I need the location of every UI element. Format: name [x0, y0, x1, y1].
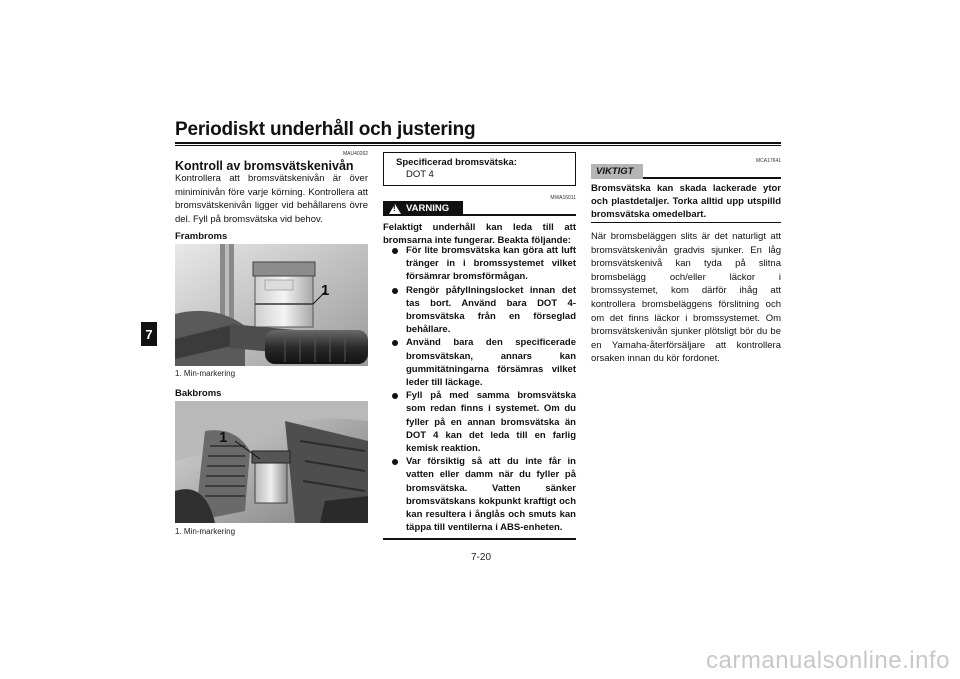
- notice-rule: [643, 177, 781, 179]
- warning-bottom-rule: [383, 538, 576, 540]
- front-brake-photo: [175, 244, 368, 366]
- watermark: carmanualsonline.info: [706, 647, 950, 674]
- front-brake-illustration: [175, 244, 368, 366]
- notice-code: MCA17641: [755, 158, 781, 164]
- intro-paragraph: Kontrollera att bromsvätskenivån är över miniminivån före varje körning. Kontrollera att bromsvätskenivån ligger vid behållarens övre del. Fyll på bromsvätska vid behov.: [175, 173, 368, 225]
- notice-text: Bromsvätska kan skada lackerade ytor och plastdetaljer. Torka alltid upp utspilld bromsvätska omedelbart.: [591, 183, 781, 221]
- warning-item: Var försiktig så att du inte får in vatten eller damm när du fyller på bromsvätska. Vatten sänker bromsvätskans kokpunkt kraftigt och kan resultera i ånglås och smuts kan täppa till ventilerna i ABS-enheten.: [383, 455, 576, 534]
- bullet-icon: [392, 340, 398, 346]
- page-number: 7-20: [470, 552, 491, 563]
- warning-item: Använd bara den specificerade bromsvätskan, annars kan gummitätningarna försämras vilket leder till läckage.: [383, 336, 576, 389]
- bullet-icon: [392, 248, 398, 254]
- header-rule-thin: [175, 145, 781, 146]
- spec-box: [383, 152, 576, 186]
- warning-intro: Felaktigt underhåll kan leda till att bromsarna inte fungerar. Beakta följande:: [383, 222, 576, 247]
- rear-callout-number: 1: [219, 429, 228, 446]
- header-rule: [175, 142, 781, 144]
- warning-rule: [463, 214, 576, 216]
- spec-value: DOT 4: [406, 169, 434, 180]
- right-body-paragraph: När bromsbeläggen slits är det naturligt att bromsvätskenivån gradvis sjunker. En låg bromsvätskenivå kan tyda på slitna bromsbelägg och/eller läckor i bromssystemet, kom därför ihåg att kontrollera bromsbeläggens förslitning och om det finns läckor i bromssystemet. Om bromsvätskenivån sjunker plötsligt bör du be en Yamaha-återförsäljare att kontrollera orsaken innan du kör fordonet.: [591, 231, 781, 365]
- page-header-title: Periodiskt underhåll och justering: [175, 119, 476, 140]
- warning-item: Rengör påfyllningslocket innan det tas bort. Använd bara DOT 4-bromsvätska från en förseglad behållare.: [383, 284, 576, 337]
- warning-item: För lite bromsvätska kan göra att luft tränger in i bromssystemet vilket försämrar bromsförmågan.: [383, 244, 576, 284]
- bullet-icon: [392, 393, 398, 399]
- warning-item: Fyll på med samma bromsvätska som redan finns i systemet. Om du fyller på en annan bromsvätska än DOT 4 kan det leda till en farlig kemisk reaktion.: [383, 389, 576, 455]
- warning-code: MWA16011: [550, 195, 576, 201]
- warning-list: [383, 244, 576, 534]
- warning-label: VARNING: [406, 203, 450, 214]
- front-brake-heading: Frambroms: [175, 231, 228, 242]
- bullet-icon: [392, 288, 398, 294]
- warning-triangle-icon: [389, 204, 401, 214]
- section-code: MAU40262: [342, 151, 368, 157]
- chapter-tab[interactable]: 7: [141, 322, 157, 346]
- rear-brake-photo: [175, 401, 368, 523]
- spec-title: Specificerad bromsvätska:: [396, 157, 517, 168]
- front-callout-number: 1: [321, 282, 330, 299]
- notice-badge: VIKTIGT: [591, 164, 643, 179]
- rear-brake-caption: 1. Min-markering: [175, 527, 236, 536]
- rear-brake-illustration: [175, 401, 368, 523]
- rear-brake-heading: Bakbroms: [175, 388, 222, 399]
- notice-bottom-rule: [591, 222, 781, 223]
- front-brake-caption: 1. Min-markering: [175, 369, 236, 378]
- section-title: Kontroll av bromsvätskenivån: [175, 159, 354, 173]
- bullet-icon: [392, 459, 398, 465]
- warning-badge: [383, 201, 463, 216]
